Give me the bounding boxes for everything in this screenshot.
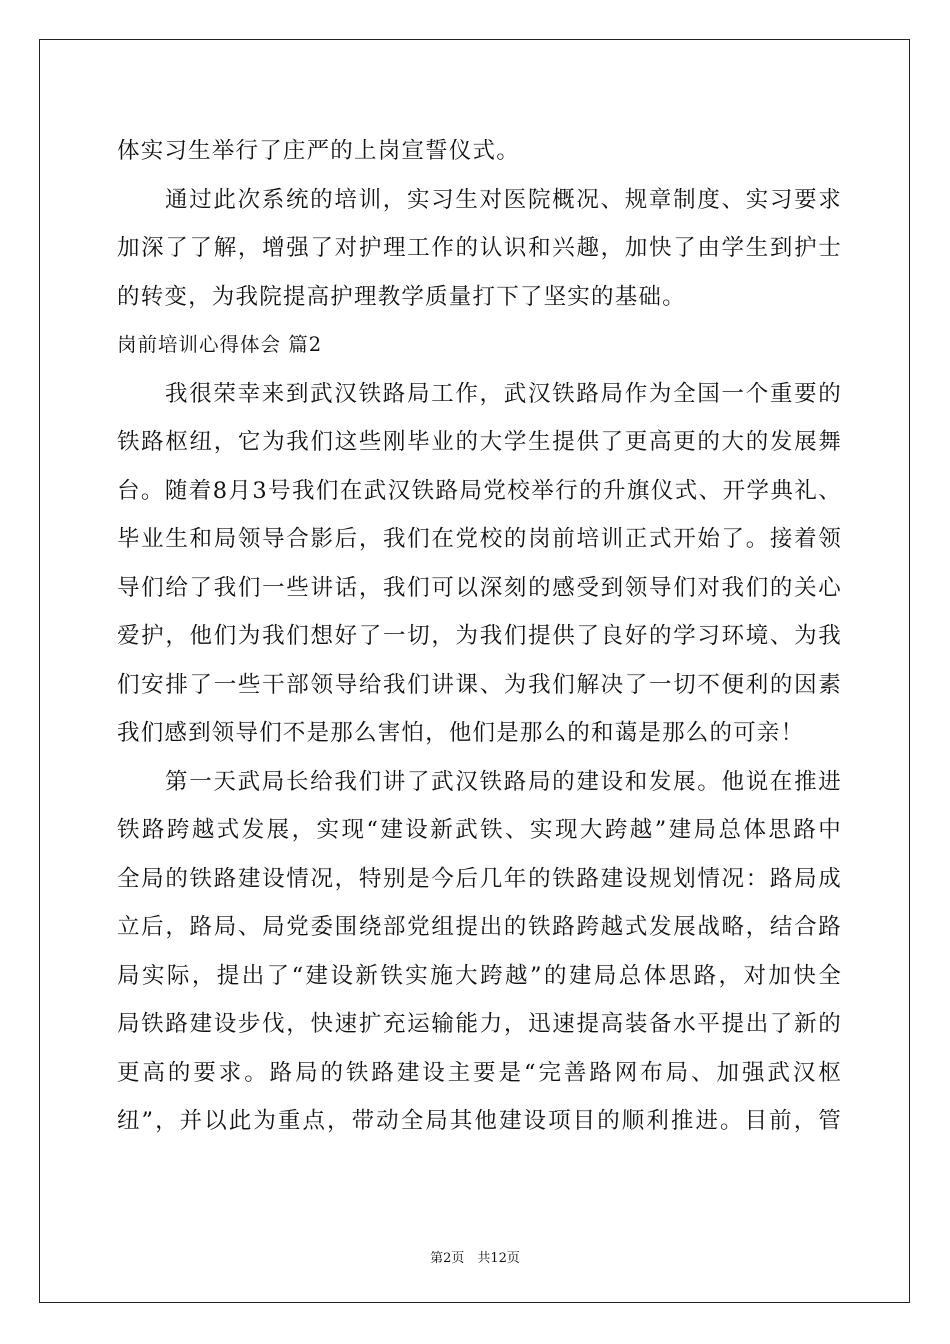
- text-line: 导们给了我们一些讲话，我们可以深刻的感受到领导们对我们的关心: [117, 574, 842, 601]
- text-line: 局实际，提出了“建设新铁实施大跨越”的建局总体思路，对加快全: [117, 962, 842, 989]
- text-line: 们安排了一些干部领导给我们讲课、为我们解决了一切不便利的因素: [117, 671, 842, 698]
- text-line: 毕业生和局领导合影后，我们在党校的岗前培训正式开始了。接着领: [117, 526, 842, 552]
- text-line: 立后，路局、局党委围绕部党组提出的铁路跨越式发展战略，结合路: [117, 914, 842, 940]
- text-line: 台。随着8月3号我们在武汉铁路局党校举行的升旗仪式、开学典礼、: [117, 477, 842, 504]
- text-line: 体实习生举行了庄严的上岗宣誓仪式。: [117, 138, 520, 164]
- text-line: 的转变，为我院提高护理教学质量打下了坚实的基础。: [117, 283, 686, 310]
- text-line: 铁路跨越式发展，实现“建设新武铁、实现大跨越”建局总体思路中: [117, 817, 842, 843]
- document-body: [117, 127, 842, 1146]
- text-line: 通过此次系统的培训，实习生对医院概况、规章制度、实习要求: [165, 186, 842, 213]
- text-line: 我们感到领导们不是那么害怕，他们是那么的和蔼是那么的可亲！: [117, 720, 805, 746]
- text-line: 我很荣幸来到武汉铁路局工作，武汉铁路局作为全国一个重要的: [165, 380, 842, 407]
- text-line: 加深了了解，增强了对护理工作的认识和兴趣，加快了由学生到护士: [117, 235, 842, 261]
- text-line: 爱护，他们为我们想好了一切，为我们提供了良好的学习环境、为我: [117, 623, 842, 649]
- section-heading: 岗前培训心得体会 篇2: [117, 333, 323, 356]
- page-footer: 第2页 共12页: [430, 1251, 520, 1266]
- text-line: 铁路枢纽，它为我们这些刚毕业的大学生提供了更高更的大的发展舞: [117, 429, 842, 455]
- text-line: 更高的要求。路局的铁路建设主要是“完善路网布局、加强武汉枢: [117, 1059, 842, 1086]
- text-line: 局铁路建设步伐，快速扩充运输能力，迅速提高装备水平提出了新的: [117, 1011, 842, 1037]
- text-line: 全局的铁路建设情况，特别是今后几年的铁路建设规划情况：路局成: [117, 865, 842, 892]
- text-line: 第一天武局长给我们讲了武汉铁路局的建设和发展。他说在推进: [165, 768, 842, 795]
- text-line: 纽”，并以此为重点，带动全局其他建设项目的顺利推进。目前，管: [117, 1108, 842, 1134]
